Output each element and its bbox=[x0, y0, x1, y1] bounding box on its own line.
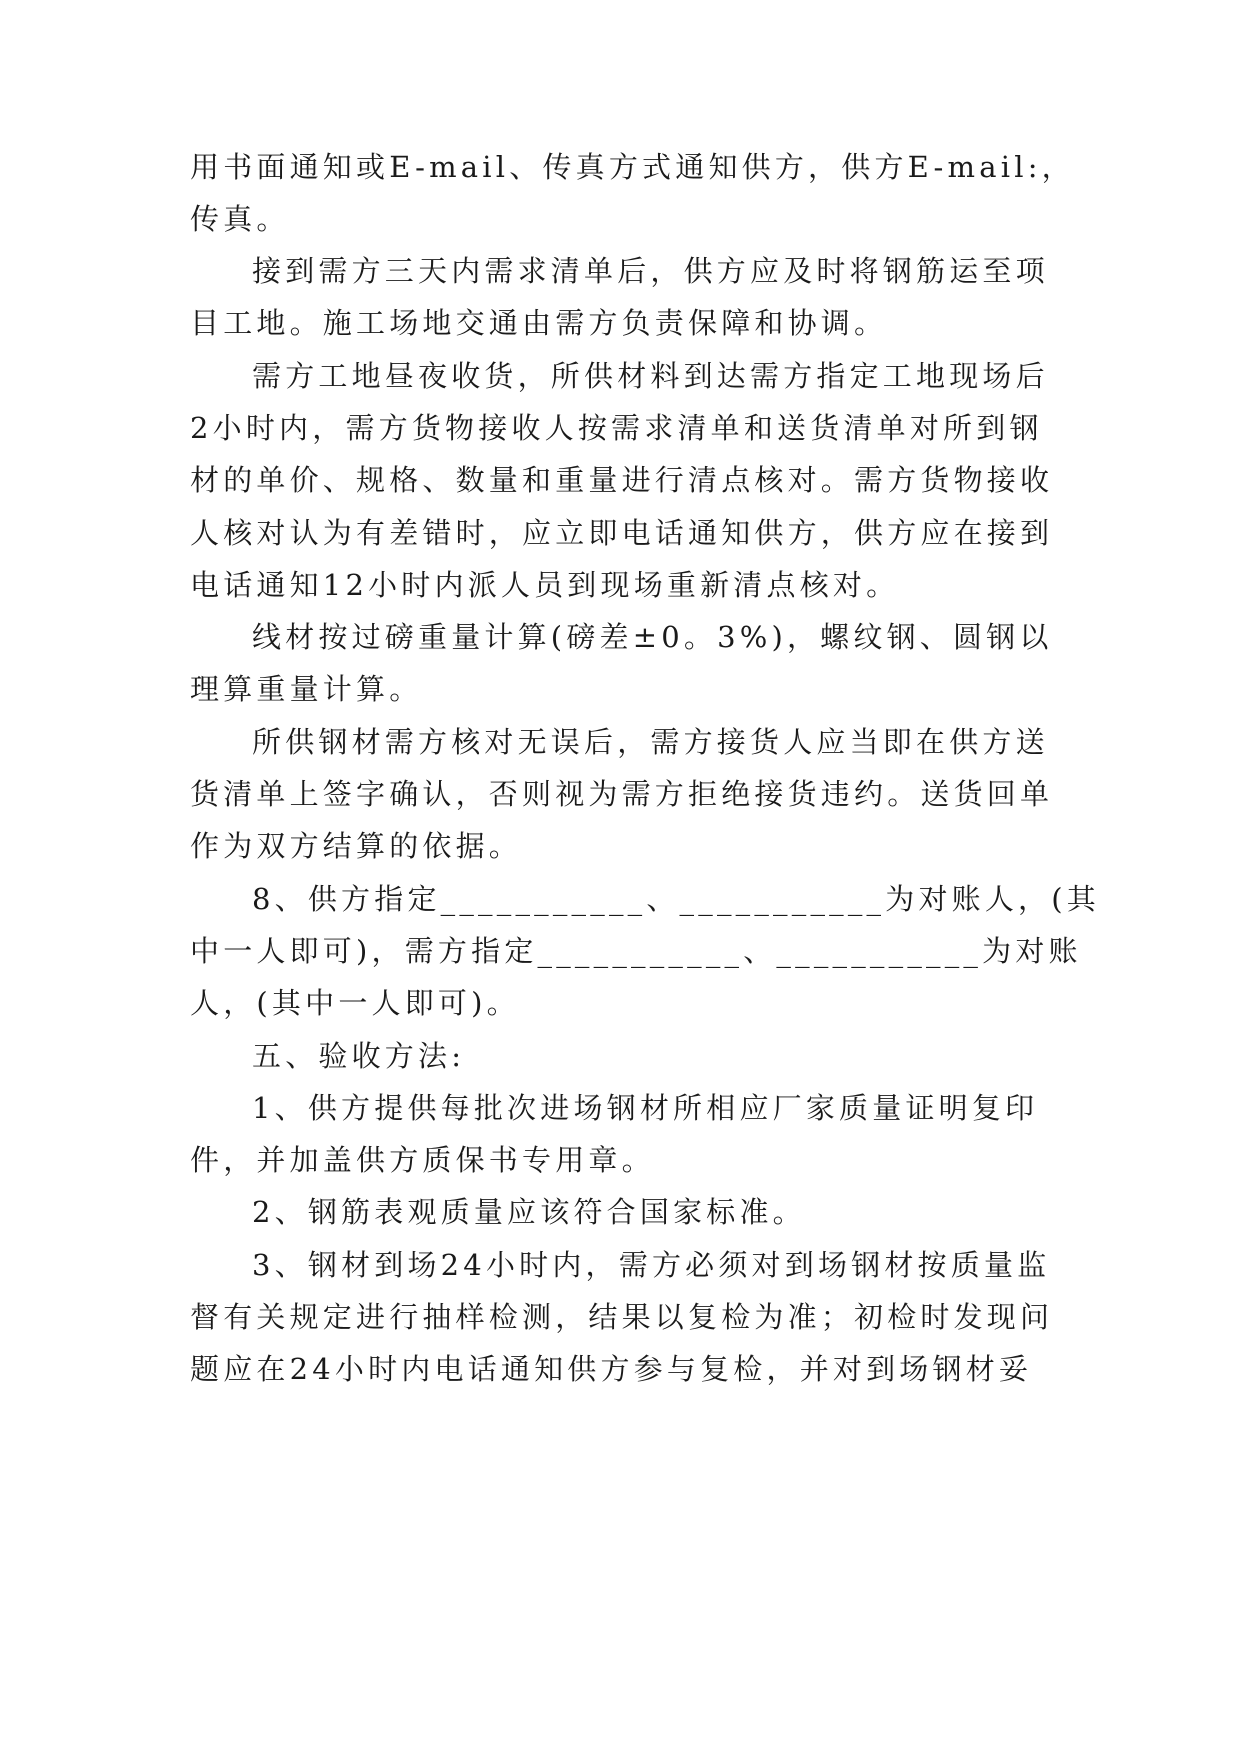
text-line: 用书面通知或E-mail、传真方式通知供方，供方E-mail:， bbox=[190, 150, 1075, 184]
text-line: 人，(其中一人即可)。 bbox=[190, 986, 520, 1020]
text-line: 线材按过磅重量计算(磅差±0。3%)，螺纹钢、圆钢以 bbox=[252, 620, 1053, 654]
text-line: 电话通知12小时内派人员到现场重新清点核对。 bbox=[190, 568, 900, 602]
text-line: 材的单价、规格、数量和重量进行清点核对。需方货物接收 bbox=[190, 463, 1054, 497]
text-line: 件，并加盖供方质保书专用章。 bbox=[190, 1143, 655, 1177]
text-line: 督有关规定进行抽样检测，结果以复检为准；初检时发现问 bbox=[190, 1300, 1054, 1334]
text-line: 人核对认为有差错时，应立即电话通知供方，供方应在接到 bbox=[190, 516, 1054, 550]
text-line: 货清单上签字确认，否则视为需方拒绝接货违约。送货回单 bbox=[190, 777, 1054, 811]
text-line: 作为双方结算的依据。 bbox=[190, 829, 523, 863]
text-line: 题应在24小时内电话通知供方参与复检，并对到场钢材妥 bbox=[190, 1352, 1033, 1386]
text-line: 中一人即可)，需方指定___________、___________为对账 bbox=[190, 934, 1082, 968]
text-line: 传真。 bbox=[190, 202, 290, 236]
text-line: 1、供方提供每批次进场钢材所相应厂家质量证明复印 bbox=[252, 1091, 1039, 1125]
text-line: 2小时内，需方货物接收人按需求清单和送货清单对所到钢 bbox=[190, 411, 1043, 445]
text-line: 3、钢材到场24小时内，需方必须对到场钢材按质量监 bbox=[252, 1248, 1051, 1282]
text-line: 接到需方三天内需求清单后，供方应及时将钢筋运至项 bbox=[252, 254, 1049, 288]
text-line: 8、供方指定___________、___________为对账人，(其 bbox=[252, 882, 1100, 916]
text-line: 需方工地昼夜收货，所供材料到达需方指定工地现场后 bbox=[252, 359, 1049, 393]
text-line: 所供钢材需方核对无误后，需方接货人应当即在供方送 bbox=[252, 725, 1049, 759]
text-line: 2、钢筋表观质量应该符合国家标准。 bbox=[252, 1195, 806, 1229]
text-line: 理算重量计算。 bbox=[190, 672, 423, 706]
text-line: 目工地。施工场地交通由需方负责保障和协调。 bbox=[190, 306, 888, 340]
section-heading: 五、验收方法: bbox=[252, 1039, 466, 1073]
